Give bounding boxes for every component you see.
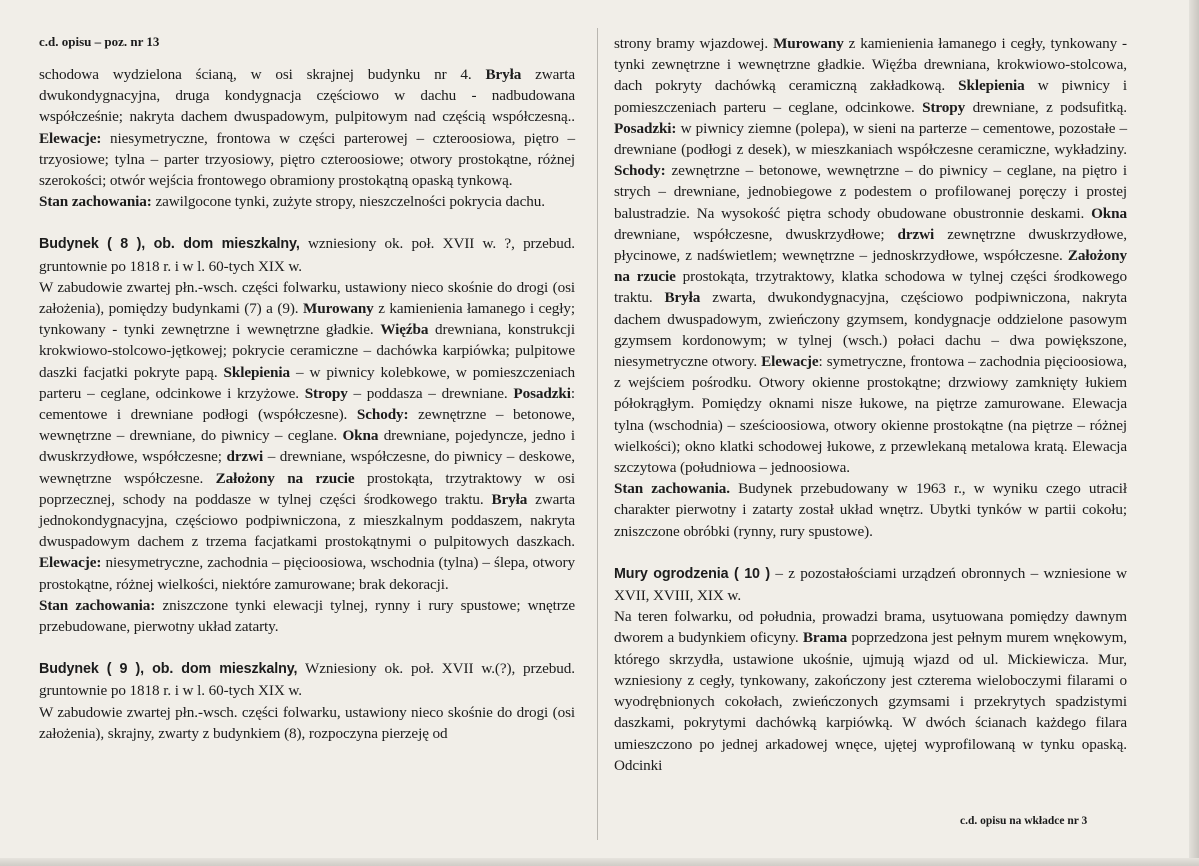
text-run: W zabudowie zwartej płn.-wsch. części folwarku, ustawiony nieco skośnie do drogi (osi założenia), skrajny, zwarty z budynkiem (8), rozpoczyna pierzeję od <box>39 703 575 742</box>
bold-term: Schody: <box>614 162 666 180</box>
bold-term: Założony na rzucie <box>215 469 355 487</box>
text-run: z kamienienia łamanego i cegły; tynkowany - tynki zewnętrzne i wewnętrzne gładkie. <box>39 300 575 339</box>
paragraph <box>39 277 575 595</box>
bold-term: Sklepienia <box>958 77 1025 95</box>
left-column <box>39 64 575 744</box>
bold-term: drzwi <box>897 225 935 243</box>
bold-term: Elewacje <box>761 353 819 371</box>
text-run: z kamienienia łamanego i cegły, tynkowany - tynki zewnętrzne i wewnętrzne gładkie. Więźba drewniana, krokwiowo-stolcowa, dach pokryty dachówką ceramiczną zakładkową. <box>614 35 1128 95</box>
text-run: zawilgocone tynki, zużyte stropy, nieszczelności pokrycia dachu. <box>151 193 545 211</box>
bold-term: Bryła <box>485 66 522 83</box>
paragraph <box>39 191 575 212</box>
paragraph <box>614 478 1127 542</box>
text-run: zewnętrzne – betonowe, wewnętrzne – drewniane, do piwnicy – ceglane. <box>39 406 575 445</box>
paragraph <box>39 658 575 701</box>
text-run: – drewniane, współczesne, do piwnicy – deskowe, wewnętrzne współczesne. <box>39 448 575 487</box>
text-run: w piwnicy i pomieszczeniach parteru – ceglane, odcinkowe. <box>614 77 1128 116</box>
bold-term: Okna <box>1091 204 1127 222</box>
text-run: prostokąta, trzytraktowy, klatka schodowa w tylnej części środkowego traktu. <box>614 268 1127 307</box>
section-heading: Budynek ( 9 ), ob. dom mieszkalny, <box>39 661 298 678</box>
text-run: drewniana, konstrukcji krokwiowo-stolcowo-jętkowej; pokrycie ceramiczne – dachówka karpiówka; pulpitowe daszki facjatki pokryte papą. <box>39 321 576 381</box>
bold-term: Stan zachowania: <box>39 596 156 614</box>
bold-term: Bryła <box>491 490 528 508</box>
text-run: drewniane, pojedyncze, jedno i dwuskrzydłowe, współczesne; <box>39 427 575 466</box>
bold-term: Okna <box>342 427 379 445</box>
text-run: schodowa wydzielona ścianą, w osi skrajnej budynku nr 4. <box>39 66 486 83</box>
text-run: zwarta, dwukondygnacyjna, częściowo podpiwniczona, nakryta dachem dwuspadowym, zwieńczony gzymsem, kondygnacje oddzielone pasowym gzymsem kordonowym; w tylnej (wsch.) połaci dachu – dwa powiększone, niesymetryczne otwory. <box>614 289 1127 371</box>
text-run: zwarta dwukondygnacyjna, druga kondygnacja częściowo w dachu - nadbudowana współcześnie; nakryta dachem dwuspadowym, pulpitowym nad częścią współczesną.. <box>39 66 575 126</box>
bold-term: Założony na rzucie <box>614 247 1127 286</box>
page-footer: c.d. opisu na wkładce nr 3 <box>960 815 1088 827</box>
text-run: drewniane, z podsufitką. <box>965 98 1127 116</box>
section-heading: Budynek ( 8 ), ob. dom mieszkalny, <box>39 236 300 253</box>
paragraph <box>39 64 575 191</box>
bold-term: Elewacje: <box>39 554 102 572</box>
text-run: – w piwnicy kolebkowe, w pomieszczeniach parteru – ceglane, odcinkowe i krzyżowe. <box>39 363 575 402</box>
right-column <box>614 33 1127 776</box>
bold-term: Stan zachowania: <box>39 193 152 211</box>
paragraph <box>614 33 1127 478</box>
section-heading: Mury ogrodzenia ( 10 ) <box>614 565 771 582</box>
text-run: – poddasza – drewniane. <box>347 384 514 402</box>
bold-term: Murowany <box>303 300 374 318</box>
paragraph <box>614 606 1127 776</box>
bold-term: Posadzki: <box>614 119 677 137</box>
scan-edge-bottom <box>0 858 1199 866</box>
bold-term: Posadzki <box>513 384 571 402</box>
paragraph <box>614 563 1127 606</box>
text-run: drewniane, współczesne, dwuskrzydłowe; <box>614 225 898 243</box>
text-run: w piwnicy ziemne (polepa), w sieni na parterze – cementowe, pozostałe – drewniane (podłogi z desek), w mieszkaniach współczesne ceramiczne, wykładziny. <box>614 119 1127 159</box>
text-run: prostokąta, trzytraktowy w osi poprzecznej, schody na poddasze w tylnej części środkowego traktu. <box>39 469 575 508</box>
paragraph <box>39 702 575 744</box>
text-run: W zabudowie zwartej płn.-wsch. części folwarku, ustawiony nieco skośnie do drogi (osi założenia), pomiędzy budynkami (7) a (9). <box>39 278 575 318</box>
bold-term: Schody: <box>356 406 409 424</box>
bold-term: drzwi <box>226 448 264 466</box>
text-run: zewnętrzne dwuskrzydłowe, płycinowe, z nadświetlem; wewnętrzne – jednoskrzydłowe, współczesne. <box>614 225 1127 265</box>
text-run: Budynek przebudowany w 1963 r., w wyniku czego utracił charakter pierwotny i zatarty został układ wnętrz. Ubytki tynków w partii cokołu; zniszczone obróbki (rynny, rury spustowe). <box>614 480 1127 540</box>
bold-term: Stropy <box>922 98 966 116</box>
text-run: Wzniesiony ok. poł. XVII w.(?), przebud. gruntownie po 1818 r. i w l. 60-tych XIX w. <box>39 660 575 700</box>
scan-edge-right <box>1189 0 1199 866</box>
bold-term: Brama <box>802 629 848 647</box>
text-run: zewnętrzne – betonowe, wewnętrzne – do piwnicy – ceglane, na piętro i strych – drewniane, jednobiegowe z podestem o profilowanej poręczy i prostej balustradzie. Na wysokość piętra schody obudowane obustronnie deskami. <box>614 162 1127 222</box>
bold-term: Sklepienia <box>223 363 291 381</box>
text-run: : symetryczne, frontowa – zachodnia pięcioosiowa, z wejściem pośrodku. Otwory okienne prostokątne; drzwiowy zamknięty łukiem półokrągłym. Pomiędzy oknami nisze łukowe, na piętrze zamurowane. Elewacja tylna (wschodnia) – sześcioosiowa, otwory okienne prostokątne (na piętrze – różnej wielkości); okno klatki schodowej łukowe, z przewlekaną metalowa kratą. Elewacja szczytowa (południowa – jednoosiowa. <box>614 353 1127 477</box>
text-run: zniszczone tynki elewacji tylnej, rynny i rury spustowe; wnętrze przebudowane, pierwotny układ zatarty. <box>39 596 575 636</box>
bold-term: Więźba <box>380 321 429 339</box>
text-run: poprzedzona jest pełnym murem wnękowym, którego skrzydła, ustawione ukośnie, ujmują wjazd od ul. Mickiewicza. Mur, wzniesiony z cegły, tynkowany, zakończony jest czterema wieloboczymi filarami o wyodrębnionych cokołach, zwieńczonych gzymsami i przekrytych spadzistymi daszkami, pokrytymi dachówką karpiówką. W dwóch ścianach każdego filara umieszczono po jednej arkadowej wnęce, ujętej wyprofilowaną w tynku opaską. Odcinki <box>614 629 1127 774</box>
text-run: – z pozostałościami urządzeń obronnych – wzniesione w XVII, XVIII, XIX w. <box>614 564 1127 605</box>
text-run: wzniesiony ok. poł. XVII w. ?, przebud. gruntownie po 1818 r. i w l. 60-tych XIX w. <box>39 235 575 275</box>
text-run: Na teren folwarku, od południa, prowadzi brama, usytuowana pomiędzy dawnym dworem a budynkiem oficyny. <box>614 608 1127 647</box>
page-header: c.d. opisu – poz. nr 13 <box>39 34 160 49</box>
text-run: niesymetryczne, zachodnia – pięcioosiowa, wschodnia (tylna) – ślepa, otwory prostokątne, różnej wielkości, niektóre zamurowane; brak dekoracji. <box>39 554 575 593</box>
paragraph <box>39 595 575 637</box>
text-run: niesymetryczne, frontowa w części parterowej – czteroosiowa, piętro – trzyosiowe; tylna – parter trzyosiowy, piętro czteroosiowe; otwory prostokątne, różnej szerokości; otwór wejścia frontowego obramiony prostokątną opaską tynkową. <box>39 129 575 190</box>
paragraph <box>39 233 575 276</box>
bold-term: Stan zachowania. <box>614 480 730 498</box>
column-divider <box>597 28 598 840</box>
bold-term: Stropy <box>304 384 348 402</box>
bold-term: Bryła <box>664 289 701 307</box>
text-run: zwarta jednokondygnacyjna, częściowo podpiwniczona, z mieszkalnym poddaszem, nakryta dwuspadowym dachem z trzema facjatkami prostokątnymi o pulpitowych daszkach. <box>39 490 575 551</box>
bold-term: Elewacje: <box>39 129 102 147</box>
text-run: : cementowe i drewniane podłogi (współczesne). <box>39 384 575 424</box>
bold-term: Murowany <box>773 35 844 52</box>
text-run: strony bramy wjazdowej. <box>614 35 774 52</box>
